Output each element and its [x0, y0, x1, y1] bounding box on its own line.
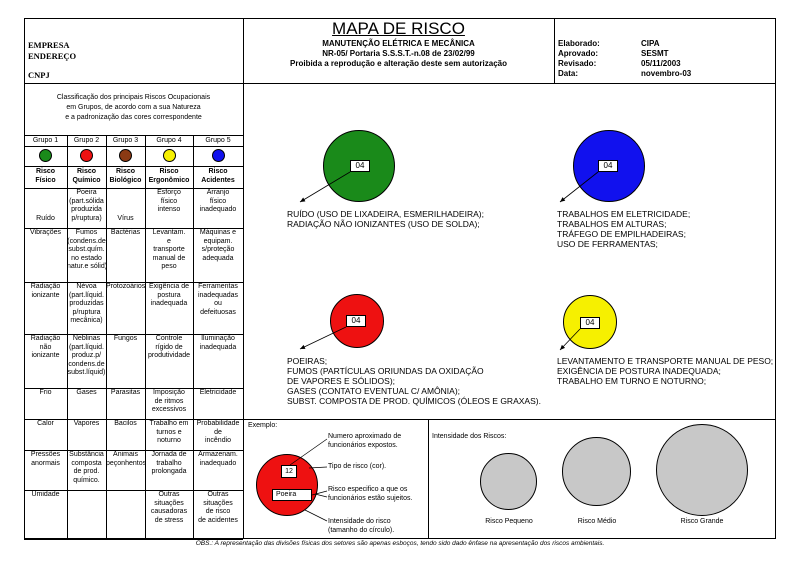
risk-agent-cell: Eletricidade — [199, 389, 237, 396]
intensity-label-small: Risco Pequeno — [485, 518, 533, 525]
intro-line: e a padronização das cores correspondente — [65, 114, 202, 121]
meta-value: novembro-03 — [641, 69, 692, 78]
risk-agent-cell: Animais peçonhentos — [106, 451, 147, 467]
risk-agent-cell: Vapores — [73, 420, 100, 427]
risk-description-quimico: POEIRAS; FUMOS (PARTÍCULAS ORIUNDAS DA OXIDAÇÃO DE VAPORES E SÓLIDOS); GASES (CONTATO EVENTUAL C/ AMÔNIA); SUBST. COMPOSTA DE PROD. QUÍMICOS (ÓLEOS E GRAXAS). — [287, 356, 541, 406]
risk-agent-cell: Exigência de postura inadequada — [148, 283, 190, 307]
header-line-2: NR-05/ Portaria S.S.S.T.-n.08 de 23/02/99 — [322, 49, 475, 58]
group-name: Grupo 2 — [73, 137, 100, 144]
meta-row — [558, 39, 768, 49]
example-note-intensity: Intensidade do risco (tamanho do círculo). — [328, 518, 395, 534]
intro-line: em Grupos, de acordo com a sua Natureza — [66, 104, 201, 111]
group-color-dot — [212, 149, 225, 162]
risk-agent-cell: Poeira (part.sólida produzida p/ruptura) — [69, 189, 104, 222]
risk-agent-cell: Imposição de ritmos excessivos — [151, 389, 187, 413]
group-color-dot — [163, 149, 176, 162]
risk-agent-cell: Frio — [39, 389, 52, 396]
page-title: MAPA DE RISCO — [332, 19, 465, 38]
group-name: Grupo 4 — [156, 137, 182, 144]
intensity-title: Intensidade dos Riscos: — [432, 433, 507, 440]
risk-description-ergonomico: LEVANTAMENTO E TRANSPORTE MANUAL DE PESO; EXIGÊNCIA DE POSTURA INADEQUADA; TRABALHO EM TURNO E NOTURNO; — [557, 356, 774, 386]
risk-agent-cell: Gases — [76, 389, 97, 396]
company-cnpj: CNPJ — [28, 70, 50, 80]
risk-agent-cell: Arranjo físico inadequado — [199, 189, 237, 213]
risk-agent-cell: Probabilidade de incêndio — [196, 420, 240, 444]
intensity-label-large: Risco Grande — [680, 518, 724, 525]
header-line-1: MANUTENÇÃO ELÉTRICA E MECÂNICA — [322, 39, 475, 48]
header-line-3: Proibida a reprodução e alteração deste sem autorização — [290, 59, 507, 68]
risk-agent-cell: Armazenam. inadequado — [198, 451, 238, 467]
group-color-dot — [39, 149, 52, 162]
risk-count-box: 04 — [350, 160, 370, 172]
risk-agent-cell: Calor — [37, 420, 54, 427]
group-risk-type: Risco Biológico — [109, 168, 142, 184]
intensity-medium-circle — [562, 437, 631, 506]
meta-value: SESMT — [641, 49, 669, 58]
footer-note: OBS.: A representação das divisões físicas dos setores são apenas esboços, tendo sido dado ênfase na apresentação dos riscos ambientais. — [195, 540, 605, 547]
meta-label: Aprovado: — [558, 49, 598, 58]
header-block — [243, 19, 554, 69]
risk-agent-cell: Parasitas — [110, 389, 141, 396]
risk-agent-cell: Umidade — [31, 491, 60, 498]
risk-agent-cell — [106, 491, 145, 540]
meta-value: CIPA — [641, 39, 660, 48]
example-agent-box: Poeira — [272, 489, 312, 501]
risk-agent-cell: Vírus — [117, 214, 134, 222]
pointer-line — [315, 494, 327, 497]
divider — [554, 18, 555, 83]
group-risk-type: Risco Físico — [35, 168, 56, 184]
pointer-line — [290, 439, 327, 465]
group-name: Grupo 5 — [205, 137, 231, 144]
meta-label: Revisado: — [558, 59, 597, 68]
classification-intro — [24, 93, 243, 123]
meta-row — [558, 69, 768, 79]
risk-agent-cell: Iluminação inadequada — [199, 335, 237, 351]
intensity-large-circle — [656, 424, 748, 516]
risk-agent-cell: Radiação ionizante — [30, 283, 61, 299]
meta-label: Elaborado: — [558, 39, 600, 48]
risk-agent-cell: Ruído — [36, 214, 55, 222]
risk-agent-cell: Ferramentas inadequadas ou defeituosas — [197, 283, 239, 316]
risk-agent-cell: Bactérias — [110, 229, 141, 236]
group-name: Grupo 1 — [32, 137, 59, 144]
risk-count-box: 04 — [598, 160, 618, 172]
pointer-line — [305, 510, 327, 521]
risk-agent-cell: Radiação não ionizante — [30, 335, 61, 359]
divider — [24, 83, 776, 84]
group-name: Grupo 3 — [112, 137, 139, 144]
group-color-dot — [119, 149, 132, 162]
risk-agent-cell: Jornada de trabalho prolongada — [151, 451, 187, 475]
pointer-line — [309, 467, 327, 468]
meta-block — [558, 39, 768, 79]
pointer-line — [312, 491, 327, 495]
risk-description-fisico: RUÍDO (USO DE LIXADEIRA, ESMERILHADEIRA); RADIAÇÃO NÃO IONIZANTES (USO DE SOLDA); — [287, 209, 484, 229]
risk-agent-cell: Máquinas e equipam. s/proteção adequada — [199, 229, 237, 262]
risk-agent-cell: Outras situações causadoras de stress — [150, 491, 188, 524]
intensity-small-circle — [480, 453, 537, 510]
company-block — [28, 40, 76, 81]
risk-agent-cell: Névoa (part.líquid. produzidas p/ruptura mecânica) — [68, 283, 105, 324]
meta-row — [558, 59, 768, 69]
intro-line: Classificação dos principais Riscos Ocupacionais — [56, 94, 211, 101]
risk-agent-cell — [67, 491, 106, 540]
risk-count-box: 04 — [580, 317, 600, 329]
risk-agent-cell: Fumos (condens.de subst.quím. no estado natur.e sólid) — [67, 229, 108, 270]
risk-agent-cell: Pressões anormais — [30, 451, 61, 467]
risk-agent-cell: Trabalho em turnos e noturno — [149, 420, 189, 444]
meta-value: 05/11/2003 — [641, 59, 681, 68]
meta-row — [558, 49, 768, 59]
example-note-count: Numero aproximado de funcionários expostos. — [328, 433, 402, 449]
risk-agent-cell: Controle rígido de produtividade — [147, 335, 191, 359]
group-color-dot — [80, 149, 93, 162]
group-risk-type: Risco Ergonômico — [148, 168, 190, 184]
example-title: Exemplo: — [248, 422, 278, 429]
risk-description-acidentes: TRABALHOS EM ELETRICIDADE; TRABALHOS EM ALTURAS; TRÁFEGO DE EMPILHADEIRAS; USO DE FERRAMENTAS; — [557, 209, 691, 249]
risk-agent-cell: Fungos — [113, 335, 138, 342]
meta-label: Data: — [558, 69, 579, 78]
risk-agent-cell: Levantam. e transporte manual de peso — [152, 229, 186, 270]
group-risk-type: Risco Acidentes — [201, 168, 235, 184]
divider — [428, 419, 429, 539]
risk-agent-cell: Neblinas (part.líquid. produz.p/ condens.de subst.líquid) — [67, 335, 106, 376]
company-name: EMPRESA — [28, 40, 70, 50]
risk-count-box: 04 — [346, 315, 366, 327]
risk-agent-cell: Esforço físico intenso — [157, 189, 181, 213]
example-note-agent: Risco especifico a que os funcionários estão sujeitos. — [328, 486, 413, 502]
intensity-label-medium: Risco Médio — [577, 518, 617, 525]
risk-agent-cell: Outras situações de risco de acidentes — [198, 491, 238, 524]
risk-agent-cell: Protozoários — [106, 283, 146, 290]
example-note-type: Tipo de risco (cor). — [328, 463, 387, 470]
example-number-box: 12 — [281, 465, 297, 478]
risk-agent-cell: Bacilos — [114, 420, 137, 427]
group-risk-type: Risco Químico — [72, 168, 101, 184]
risk-agent-cell: Vibrações — [29, 229, 61, 236]
risk-agent-cell: Substância composta de prod. químico. — [69, 451, 104, 484]
company-address: ENDEREÇO — [28, 51, 77, 61]
